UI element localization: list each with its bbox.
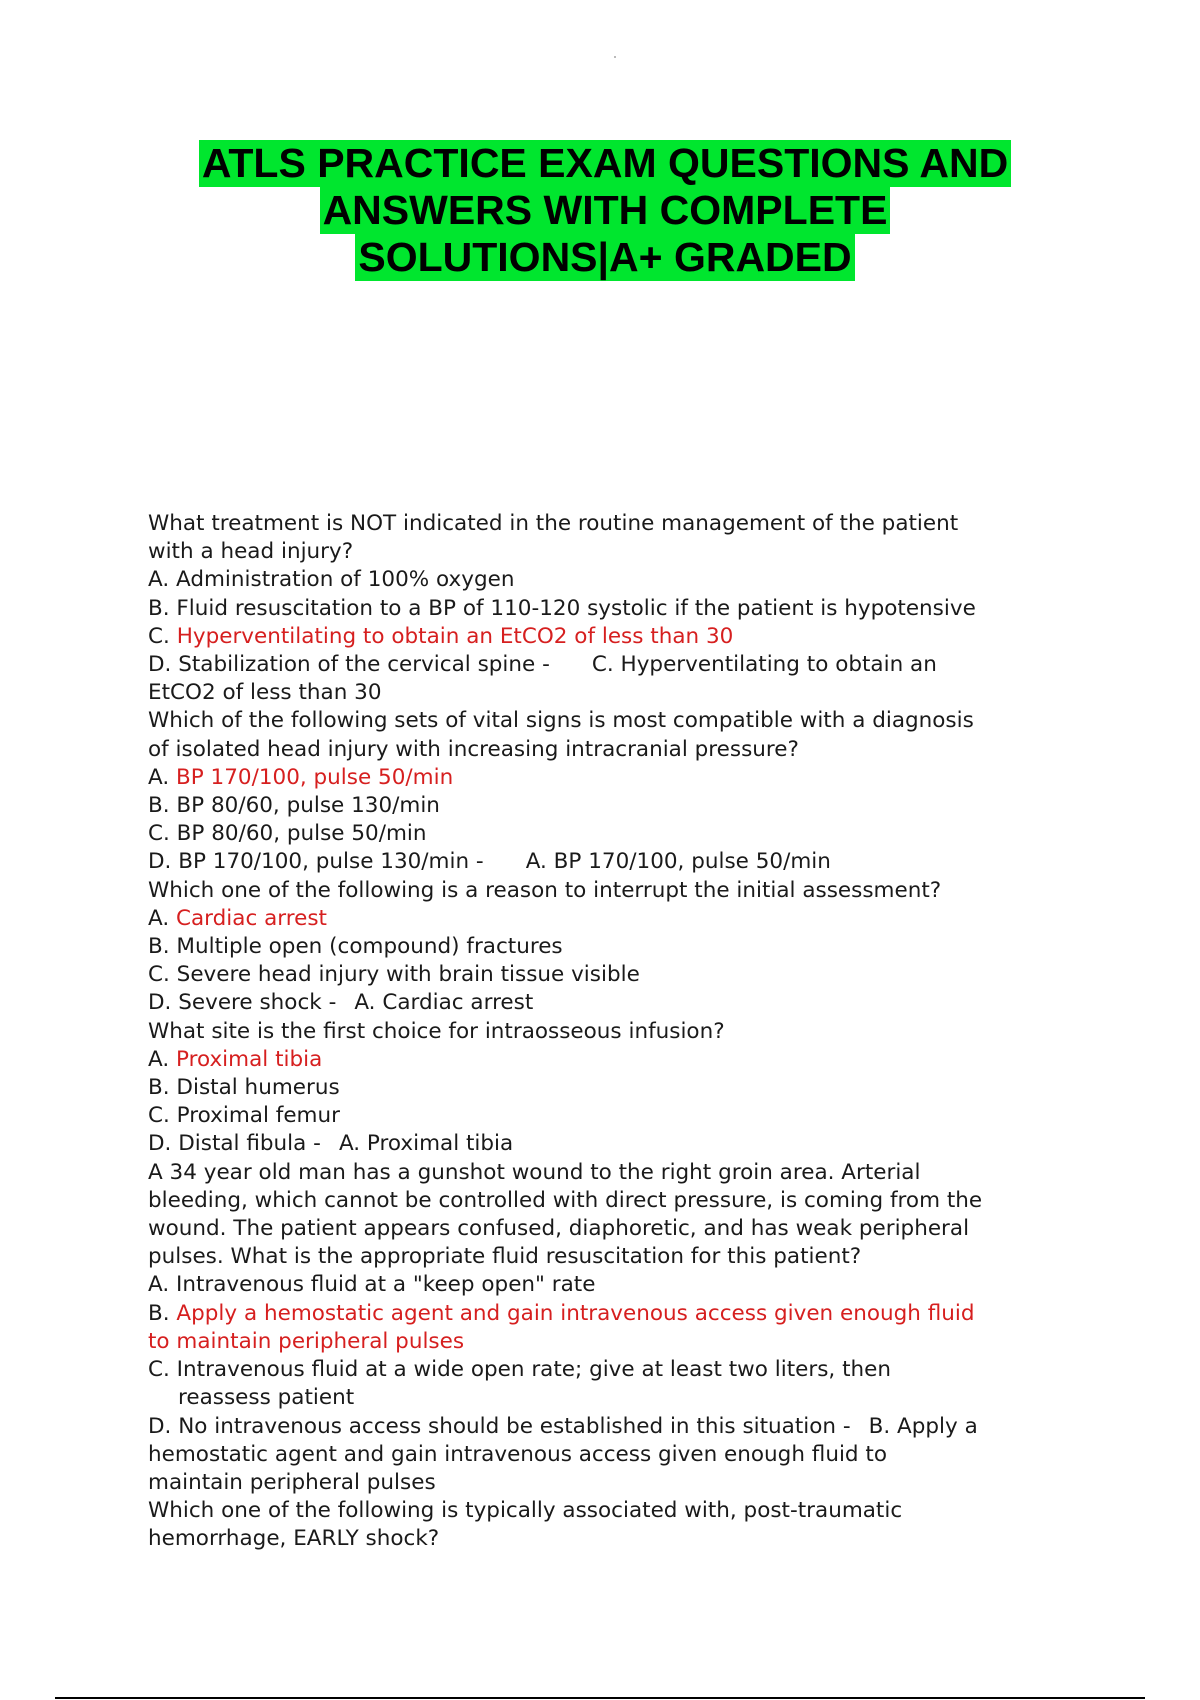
correct-answer-highlight: Cardiac arrest	[176, 905, 327, 931]
option-a: A. Administration of 100% oxygen	[148, 567, 515, 593]
option-c: reassess patient	[178, 1385, 355, 1411]
answer-key: A. Cardiac arrest	[354, 990, 534, 1016]
option-letter: A.	[148, 905, 176, 931]
option-letter: A.	[148, 764, 176, 790]
title-line-1: ATLS PRACTICE EXAM QUESTIONS AND	[199, 140, 1011, 187]
question-stem: wound. The patient appears confused, diaphoretic, and has weak peripheral	[148, 1216, 970, 1242]
option-text: D. Distal fibula -	[148, 1131, 321, 1157]
option-b: B. Fluid resuscitation to a BP of 110-120 systolic if the patient is hypotensive	[148, 595, 976, 621]
question-stem: A 34 year old man has a gunshot wound to the right groin area. Arterial	[148, 1159, 921, 1185]
answer-key: C. Hyperventilating to obtain an	[591, 652, 937, 678]
question-stem: hemorrhage, EARLY shock?	[148, 1526, 440, 1552]
option-text: D. No intravenous access should be established in this situation -	[148, 1413, 851, 1439]
correct-answer-highlight: Hyperventilating to obtain an EtCO2 of less than 30	[176, 623, 734, 649]
answer-key: A. Proximal tibia	[338, 1131, 514, 1157]
answer-key: maintain peripheral pulses	[148, 1469, 436, 1495]
option-c: C. Severe head injury with brain tissue visible	[148, 962, 640, 988]
option-c-correct	[148, 623, 1088, 651]
option-text: D. Stabilization of the cervical spine -	[148, 652, 550, 678]
question-stem: with a head injury?	[148, 539, 354, 565]
option-letter: B.	[148, 1300, 177, 1326]
question-stem: pulses. What is the appropriate fluid resuscitation for this patient?	[148, 1244, 862, 1270]
question-stem: Which one of the following is a reason to interrupt the initial assessment?	[148, 877, 942, 903]
question-stem: bleeding, which cannot be controlled with direct pressure, is coming from the	[148, 1187, 983, 1213]
option-b: B. Multiple open (compound) fractures	[148, 934, 563, 960]
correct-answer-highlight: Apply a hemostatic agent and gain intravenous access given enough fluid	[176, 1300, 975, 1326]
answer-key: hemostatic agent and gain intravenous access given enough fluid to	[148, 1441, 887, 1467]
question-stem: Which of the following sets of vital signs is most compatible with a diagnosis	[148, 708, 974, 734]
option-d	[148, 1413, 1088, 1441]
option-c: C. BP 80/60, pulse 50/min	[148, 821, 427, 847]
option-text: D. Severe shock -	[148, 990, 337, 1016]
correct-answer-highlight: Proximal tibia	[176, 1046, 323, 1072]
answer-key: B. Apply a	[868, 1413, 978, 1439]
option-a-correct	[148, 1046, 1088, 1074]
option-a: A. Intravenous fluid at a "keep open" rate	[148, 1272, 596, 1298]
option-text: D. BP 170/100, pulse 130/min -	[148, 849, 484, 875]
correct-answer-highlight: BP 170/100, pulse 50/min	[176, 764, 454, 790]
option-c: C. Intravenous fluid at a wide open rate; give at least two liters, then	[148, 1357, 891, 1383]
question-list	[148, 510, 1088, 1554]
option-c: C. Proximal femur	[148, 1103, 340, 1129]
answer-key: EtCO2 of less than 30	[148, 680, 382, 706]
document-title	[130, 140, 1080, 281]
option-a-correct	[148, 905, 1088, 933]
option-b-correct	[148, 1300, 1088, 1328]
option-b: B. BP 80/60, pulse 130/min	[148, 793, 440, 819]
option-letter: A.	[148, 1046, 176, 1072]
option-d	[148, 651, 1088, 679]
question-stem: What site is the first choice for intraosseous infusion?	[148, 1018, 725, 1044]
option-b: B. Distal humerus	[148, 1075, 340, 1101]
question-stem: of isolated head injury with increasing intracranial pressure?	[148, 736, 799, 762]
footer-divider	[55, 1697, 1145, 1699]
page-mark	[614, 56, 616, 58]
correct-answer-highlight: to maintain peripheral pulses	[148, 1328, 465, 1354]
question-stem: Which one of the following is typically associated with, post-traumatic	[148, 1498, 903, 1524]
option-d	[148, 989, 1088, 1017]
title-line-3: SOLUTIONS|A+ GRADED	[355, 234, 854, 281]
option-d	[148, 1130, 1088, 1158]
option-letter: C.	[148, 623, 177, 649]
title-line-2: ANSWERS WITH COMPLETE	[320, 187, 891, 234]
option-d	[148, 848, 1088, 876]
answer-key: A. BP 170/100, pulse 50/min	[525, 849, 831, 875]
question-stem: What treatment is NOT indicated in the routine management of the patient	[148, 511, 959, 536]
option-a-correct	[148, 764, 1088, 792]
